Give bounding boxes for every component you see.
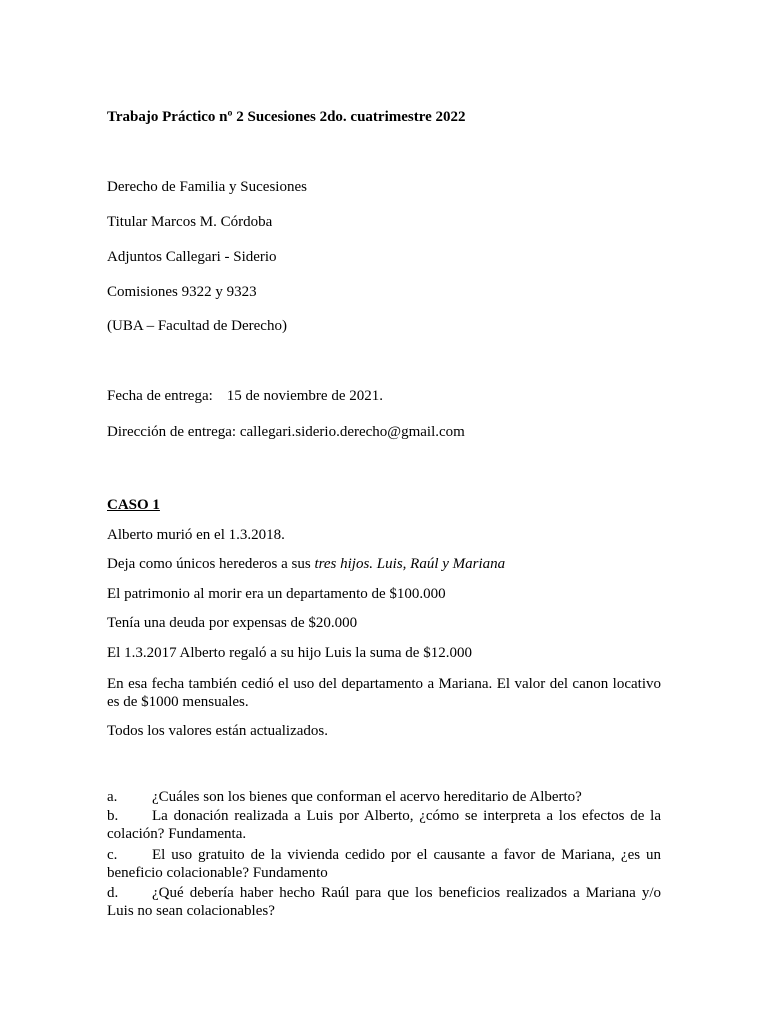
question-letter: b.	[107, 808, 119, 824]
delivery-date	[107, 387, 383, 405]
case-line-prefix: Deja como únicos herederos a sus	[107, 556, 315, 572]
case-paragraph: En esa fecha también cedió el uso del departamento a Mariana. El valor del canon locativo es de $1000 mensuales.	[107, 676, 661, 710]
case-line	[107, 555, 505, 573]
question-letter: c.	[107, 847, 118, 863]
question-item	[107, 788, 661, 806]
adjuntos-line: Adjuntos Callegari - Siderio	[107, 249, 277, 265]
delivery-address-value: callegari.siderio.derecho@gmail.com	[239, 424, 465, 440]
question-text: ¿Cuáles son los bienes que conforman el acervo hereditario de Alberto?	[152, 789, 582, 805]
question-item	[107, 846, 661, 882]
case-heading: CASO 1	[107, 497, 160, 513]
question-item	[107, 884, 661, 920]
case-line-italic: tres hijos. Luis, Raúl y Mariana	[314, 556, 506, 572]
document-title: Trabajo Práctico nº 2 Sucesiones 2do. cuatrimestre 2022	[107, 109, 466, 125]
case-line: Tenía una deuda por expensas de $20.000	[107, 615, 358, 631]
delivery-address	[107, 423, 465, 441]
titular-line: Titular Marcos M. Córdoba	[107, 214, 273, 230]
case-line: El patrimonio al morir era un departamento de $100.000	[107, 586, 446, 602]
delivery-date-value: 15 de noviembre de 2021.	[226, 388, 383, 404]
question-letter: a.	[107, 789, 118, 805]
institution-line: (UBA – Facultad de Derecho)	[107, 318, 287, 334]
delivery-date-label: Fecha de entrega:	[107, 388, 213, 404]
question-text: La donación realizada a Luis por Alberto, ¿cómo se interpreta a los efectos de la colación? Fundamenta.	[107, 808, 661, 842]
case-line: Todos los valores están actualizados.	[107, 723, 328, 739]
subject-line: Derecho de Familia y Sucesiones	[107, 179, 307, 195]
delivery-address-label: Dirección de entrega:	[107, 424, 237, 440]
comisiones-line: Comisiones 9322 y 9323	[107, 284, 257, 300]
case-line: El 1.3.2017 Alberto regaló a su hijo Luis la suma de $12.000	[107, 645, 472, 661]
question-text: ¿Qué debería haber hecho Raúl para que los beneficios realizados a Mariana y/o Luis no sean colacionables?	[107, 885, 661, 919]
question-text: El uso gratuito de la vivienda cedido por el causante a favor de Mariana, ¿es un beneficio colacionable? Fundamento	[107, 847, 661, 881]
question-letter: d.	[107, 885, 119, 901]
question-item	[107, 807, 661, 843]
case-line: Alberto murió en el 1.3.2018.	[107, 527, 285, 543]
